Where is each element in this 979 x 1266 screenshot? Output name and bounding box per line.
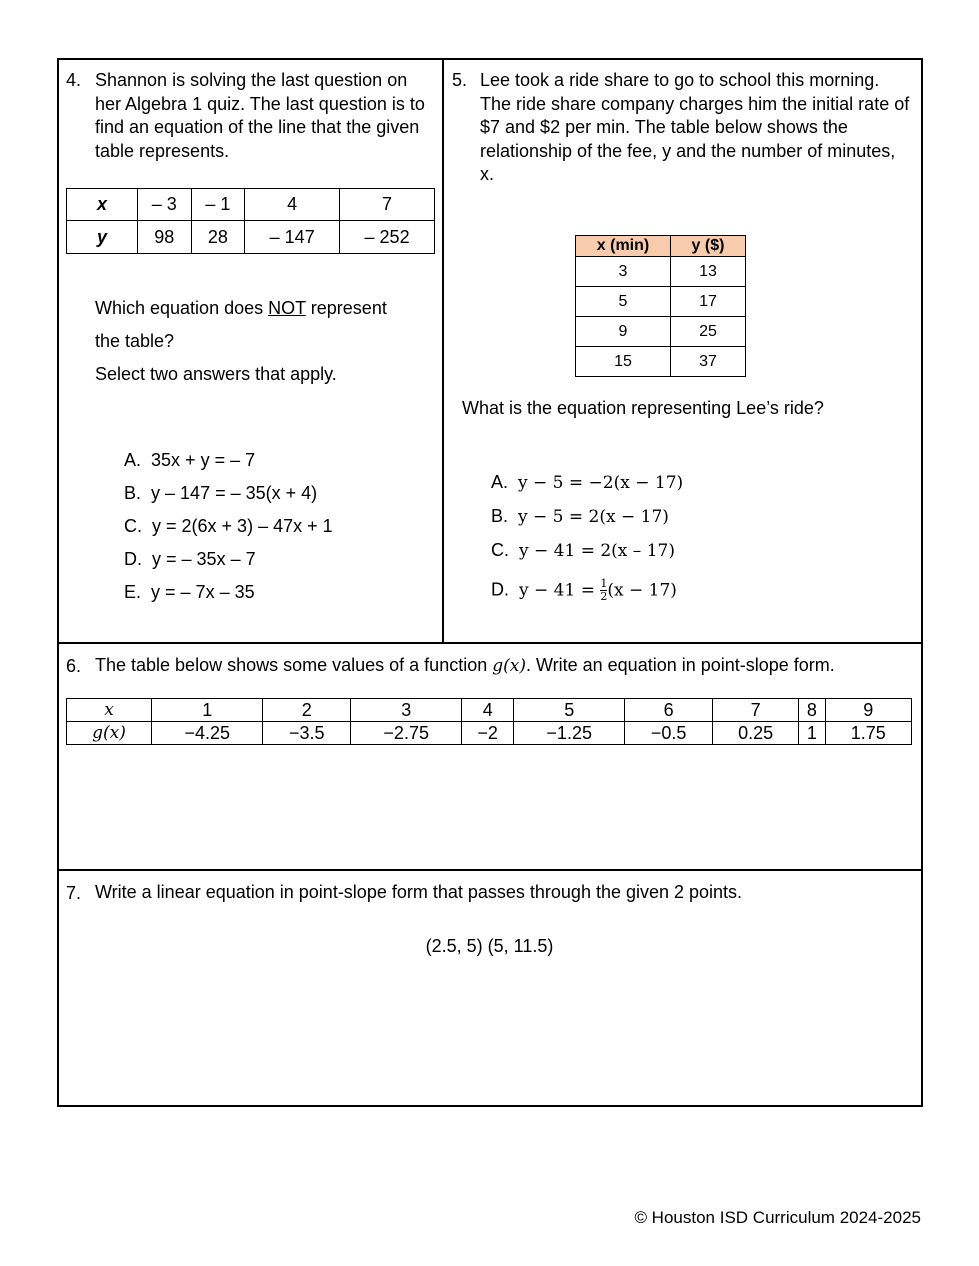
xy-table bbox=[66, 188, 435, 254]
question-number: 6. bbox=[66, 656, 82, 676]
option-b[interactable] bbox=[491, 506, 669, 527]
table-cell: 5 bbox=[576, 287, 671, 317]
function-name: g(x) bbox=[492, 656, 526, 676]
option-a[interactable] bbox=[491, 472, 683, 493]
table-cell: −1.25 bbox=[513, 722, 624, 745]
option-c[interactable] bbox=[491, 540, 675, 561]
option-text: (x − 17) bbox=[607, 580, 677, 601]
table-cell: 28 bbox=[191, 221, 245, 254]
option-text: y – 147 = – 35(x + 4) bbox=[151, 483, 318, 503]
option-text: y − 5 = 2(x − 17) bbox=[518, 507, 669, 527]
option-text: y = – 35x – 7 bbox=[152, 549, 256, 569]
table-cell: – 1 bbox=[191, 189, 245, 221]
denominator: 2 bbox=[600, 590, 608, 603]
column-divider bbox=[442, 58, 444, 644]
table-cell: 1 bbox=[152, 699, 263, 722]
numerator: 1 bbox=[600, 577, 608, 590]
table-cell: 25 bbox=[671, 317, 746, 347]
table-cell: 0.25 bbox=[712, 722, 798, 745]
option-text: y − 41 = bbox=[519, 580, 601, 601]
option-e[interactable] bbox=[124, 582, 255, 603]
question-text: the table? bbox=[95, 331, 175, 351]
table-cell: 17 bbox=[671, 287, 746, 317]
table-cell: 8 bbox=[799, 699, 825, 722]
option-b[interactable] bbox=[124, 483, 317, 504]
instruction: Select two answers that apply. bbox=[95, 364, 337, 384]
option-letter: C. bbox=[124, 516, 142, 536]
table-cell: – 3 bbox=[138, 189, 192, 221]
table-cell: – 252 bbox=[340, 221, 435, 254]
table-cell: 7 bbox=[340, 189, 435, 221]
question-number: 7. bbox=[66, 883, 82, 903]
option-text: y = 2(6x + 3) – 47x + 1 bbox=[152, 516, 333, 536]
given-points: (2.5, 5) (5, 11.5) bbox=[425, 936, 554, 956]
question-prompt: Write a linear equation in point-slope form that passes through the given 2 points. bbox=[95, 882, 743, 902]
table-cell: 6 bbox=[625, 699, 713, 722]
option-c[interactable] bbox=[124, 516, 333, 537]
option-letter: A. bbox=[491, 472, 509, 492]
table-cell: 5 bbox=[513, 699, 624, 722]
question-number: 4. bbox=[66, 70, 82, 90]
option-letter: B. bbox=[124, 483, 142, 503]
option-text: y − 5 = −2(x − 17) bbox=[518, 473, 684, 493]
fee-table bbox=[575, 235, 746, 377]
option-letter: D. bbox=[124, 549, 142, 569]
table-cell: 9 bbox=[825, 699, 911, 722]
text: Which equation does bbox=[95, 298, 269, 318]
text: The table below shows some values of a function bbox=[95, 655, 493, 675]
column-header: y ($) bbox=[671, 236, 746, 257]
y-header: g(x) bbox=[67, 722, 152, 745]
table-cell: 37 bbox=[671, 347, 746, 377]
question-prompt: Shannon is solving the last question on her Algebra 1 quiz. The last question is to find an equation of the line that the given table represents. bbox=[95, 70, 425, 161]
option-text: y = – 7x – 35 bbox=[151, 582, 255, 602]
table-cell: 4 bbox=[462, 699, 514, 722]
table-cell: −2.75 bbox=[350, 722, 461, 745]
y-header: y bbox=[67, 221, 138, 254]
option-text: y − 41 = 2(x – 17) bbox=[519, 541, 675, 561]
question-text: What is the equation representing Lee’s ride? bbox=[462, 398, 824, 418]
table-cell: 98 bbox=[138, 221, 192, 254]
option-d[interactable] bbox=[491, 578, 677, 603]
table-cell: – 147 bbox=[245, 221, 340, 254]
table-cell: 15 bbox=[576, 347, 671, 377]
column-header: x (min) bbox=[576, 236, 671, 257]
table-cell: 1 bbox=[799, 722, 825, 745]
question-prompt bbox=[95, 654, 835, 679]
table-cell: 3 bbox=[350, 699, 461, 722]
table-cell: −0.5 bbox=[625, 722, 713, 745]
option-letter: D. bbox=[491, 579, 509, 600]
option-a[interactable] bbox=[124, 450, 255, 471]
question-number: 5. bbox=[452, 70, 468, 90]
option-letter: B. bbox=[491, 506, 509, 526]
row-divider bbox=[57, 642, 921, 644]
table-cell: 13 bbox=[671, 257, 746, 287]
option-letter: C. bbox=[491, 540, 509, 560]
copyright-footer: © Houston ISD Curriculum 2024-2025 bbox=[634, 1208, 921, 1227]
table-cell: 7 bbox=[712, 699, 798, 722]
option-d[interactable] bbox=[124, 549, 256, 570]
table-cell: 1.75 bbox=[825, 722, 911, 745]
x-header: x bbox=[67, 189, 138, 221]
option-letter: A. bbox=[124, 450, 142, 470]
table-cell: −4.25 bbox=[152, 722, 263, 745]
emphasis-not: NOT bbox=[268, 298, 306, 318]
x-header: x bbox=[67, 699, 152, 722]
option-text: 35x + y = – 7 bbox=[151, 450, 256, 470]
option-letter: E. bbox=[124, 582, 142, 602]
table-cell: 2 bbox=[263, 699, 351, 722]
table-cell: 4 bbox=[245, 189, 340, 221]
table-cell: −2 bbox=[462, 722, 514, 745]
row-divider bbox=[57, 869, 921, 871]
function-table bbox=[66, 698, 912, 745]
question-text bbox=[95, 297, 387, 321]
table-cell: 3 bbox=[576, 257, 671, 287]
text: . Write an equation in point-slope form. bbox=[525, 655, 835, 675]
question-prompt: Lee took a ride share to go to school this morning. The ride share company charges him the initial rate of $7 and $2 per min. The table below shows the relationship of the fee, y and the number of minutes, x. bbox=[480, 70, 910, 184]
table-cell: 9 bbox=[576, 317, 671, 347]
table-cell: −3.5 bbox=[263, 722, 351, 745]
text: represent bbox=[305, 298, 387, 318]
